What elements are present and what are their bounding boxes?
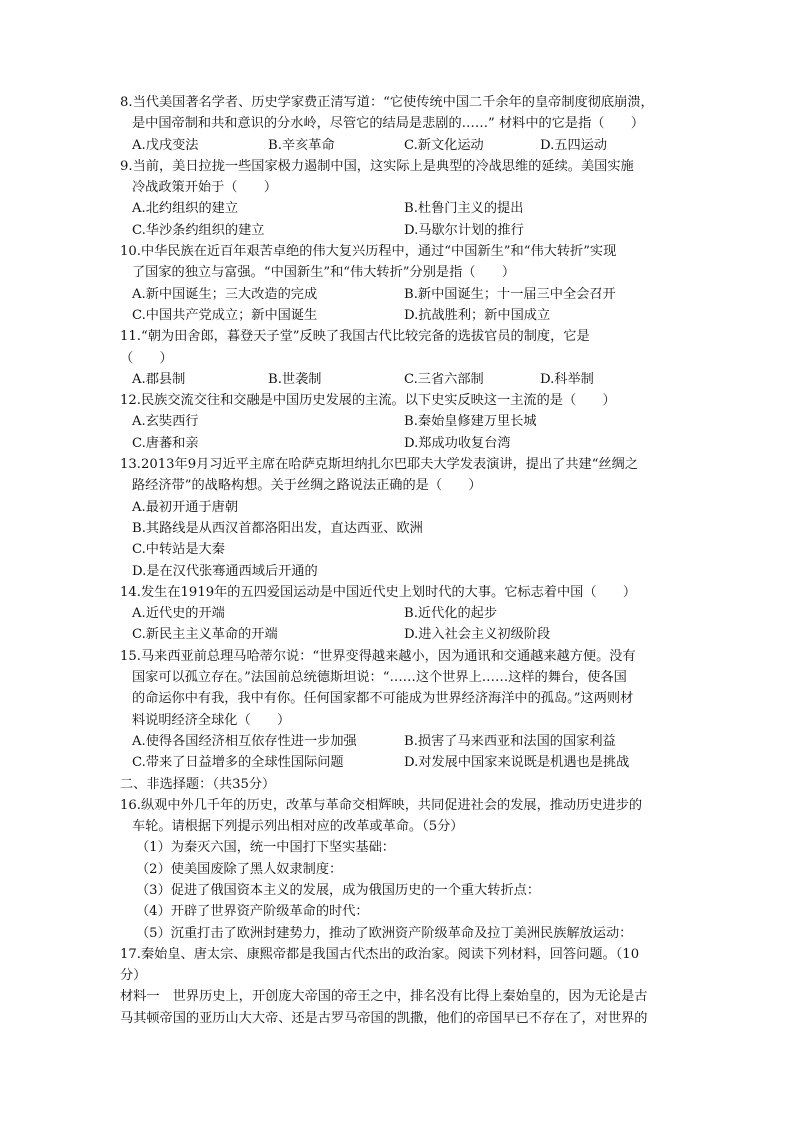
sub-question: （4）开辟了世界资产阶级革命的时代： xyxy=(136,904,369,920)
question-17 xyxy=(120,944,680,1029)
sub-question: （3）促进了俄国资本主义的发展，成为俄国历史的一个重大转折点： xyxy=(136,882,541,898)
question-stem: 15.马来西亚前总理马哈蒂尔说：“世界变得越来越小，因为通讯和交通越来越方便。没有 xyxy=(120,648,636,664)
question-stem: 16.纵观中外几千年的历史，改革与革命交相辉映，共同促进社会的发展，推动历史进步的 xyxy=(120,797,643,813)
option-c: C.三省六部制 xyxy=(404,371,484,387)
question-stem-continued: 分） xyxy=(120,968,147,984)
question-stem: 14.发生在1919年的五四爱国运动是中国近代史上划时代的大事。它标志着中国（ ） xyxy=(120,584,637,600)
option-a: A.郡县制 xyxy=(132,371,186,387)
question-12 xyxy=(120,390,680,454)
options-grid xyxy=(120,411,680,454)
question-16 xyxy=(120,795,680,944)
material-text-continued: 马其顿帝国的亚历山大大帝、还是古罗马帝国的凯撒，他们的帝国早已不存在了，对世界的 xyxy=(120,1010,648,1026)
option-b: B.秦始皇修建万里长城 xyxy=(404,414,537,430)
option-c: C.中国共产党成立；新中国诞生 xyxy=(132,307,318,323)
option-a: A.新中国诞生；三大改造的完成 xyxy=(132,286,318,302)
options-list xyxy=(120,497,680,582)
question-stem: 10.中华民族在近百年艰苦卓绝的伟大复兴历程中，通过“中国新生”和“伟大转折”实现 xyxy=(120,244,617,260)
option-a: A.戊戌变法 xyxy=(132,137,199,153)
question-stem-continued: 车轮。请根据下列提示列出相对应的改革或革命。（5分） xyxy=(132,819,464,835)
question-stem-continued: 国家可以孤立存在。”法国前总统德斯坦说：“……这个世界上……这样的舞台，使各国 xyxy=(132,670,627,686)
question-stem: 17.秦始皇、唐太宗、康熙帝都是我国古代杰出的政治家。阅读下列材料，回答问题。（10 xyxy=(120,946,640,962)
options-grid xyxy=(120,731,680,774)
exam-page xyxy=(120,92,680,1029)
question-8 xyxy=(120,92,680,156)
question-stem-continued: 料说明经济全球化（ ） xyxy=(132,712,291,728)
material-text: 材料一 世界历史上，开创庞大帝国的帝王之中，排名没有比得上秦始皇的，因为无论是古 xyxy=(120,989,648,1005)
option-d: D.对发展中国家来说既是机遇也是挑战 xyxy=(404,755,630,771)
question-15 xyxy=(120,646,680,774)
option-d: D.科举制 xyxy=(540,371,594,387)
question-stem-continued: 路经济带”的战略构想。关于丝绸之路说法正确的是（ ） xyxy=(132,478,482,494)
option-a: A.北约组织的建立 xyxy=(132,201,239,217)
question-9 xyxy=(120,156,680,241)
question-stem-continued: 冷战政策开始于（ ） xyxy=(132,180,278,196)
question-11 xyxy=(120,326,680,390)
question-stem-continued: 是中国帝制和共和意识的分水岭，尽管它的结局是悲剧的……” 材料中的它是指（ ） xyxy=(132,116,645,132)
option-a: A.玄奘西行 xyxy=(132,414,199,430)
option-b: B.近代化的起步 xyxy=(404,606,498,622)
question-stem-continued: 了国家的独立与富强。“中国新生”和“伟大转折”分别是指（ ） xyxy=(132,265,516,281)
options-row xyxy=(120,369,680,390)
option-d: D.马歇尔计划的推行 xyxy=(404,222,524,238)
sub-question: （2）使美国废除了黑人奴隶制度： xyxy=(136,861,343,877)
option-a: A.最初开通于唐朝 xyxy=(132,499,239,515)
options-grid xyxy=(120,603,680,646)
option-b: B.辛亥革命 xyxy=(268,137,335,153)
option-b: B.世袭制 xyxy=(268,371,322,387)
option-a: A.近代史的开端 xyxy=(132,606,225,622)
option-d: D.郑成功收复台湾 xyxy=(404,435,511,451)
options-grid xyxy=(120,284,680,327)
sub-question: （1）为秦灭六国，统一中国打下坚实基础： xyxy=(136,840,395,856)
option-b: B.其路线是从西汉首都洛阳出发，直达西亚、欧洲 xyxy=(132,520,423,536)
option-c: C.中转站是大秦 xyxy=(132,542,225,558)
question-stem-continued: （ ） xyxy=(120,350,173,366)
question-stem: 9.当前，美日拉拢一些国家极力遏制中国，这实际上是典型的冷战思维的延续。美国实施 xyxy=(120,158,634,174)
options-grid xyxy=(120,198,680,241)
option-b: B.损害了马来西亚和法国的国家利益 xyxy=(404,733,616,749)
option-d: D.抗战胜利；新中国成立 xyxy=(404,307,551,323)
option-d: D.是在汉代张骞通西域后开通的 xyxy=(132,563,318,579)
question-13 xyxy=(120,454,680,582)
option-d: D.五四运动 xyxy=(540,137,608,153)
question-stem-continued: 的命运你中有我，我中有你。任何国家都不可能成为世界经济海洋中的孤岛。”这两则材 xyxy=(132,691,634,707)
option-b: B.杜鲁门主义的提出 xyxy=(404,201,524,217)
option-d: D.进入社会主义初级阶段 xyxy=(404,627,551,643)
question-stem: 13.2013年9月习近平主席在哈萨克斯坦纳扎尔巴耶夫大学发表演讲，提出了共建“丝绸之 xyxy=(120,457,639,473)
option-c: C.新文化运动 xyxy=(404,137,484,153)
section-heading: 二、非选择题：（共35分） xyxy=(120,776,276,792)
option-c: C.新民主主义革命的开端 xyxy=(132,627,278,643)
option-c: C.唐蕃和亲 xyxy=(132,435,199,451)
options-row xyxy=(120,135,680,156)
question-stem: 11.“朝为田舍郎，暮登天子堂”反映了我国古代比较完备的选拔官员的制度，它是 xyxy=(120,329,590,345)
question-stem: 8.当代美国著名学者、历史学家费正清写道：“它使传统中国二千余年的皇帝制度彻底崩溃， xyxy=(120,95,654,110)
option-c: C.华沙条约组织的建立 xyxy=(132,222,265,238)
option-a: A.使得各国经济相互依存性进一步加强 xyxy=(132,733,357,749)
question-stem: 12.民族交流交往和交融是中国历史发展的主流。以下史实反映这一主流的是（ ） xyxy=(120,393,616,409)
question-14 xyxy=(120,582,680,646)
option-c: C.带来了日益增多的全球性国际问题 xyxy=(132,755,344,771)
sub-question: （5）沉重打击了欧洲封建势力，推动了欧洲资产阶级革命及拉丁美洲民族解放运动： xyxy=(136,925,633,941)
option-b: B.新中国诞生；十一届三中全会召开 xyxy=(404,286,616,302)
question-10 xyxy=(120,241,680,326)
